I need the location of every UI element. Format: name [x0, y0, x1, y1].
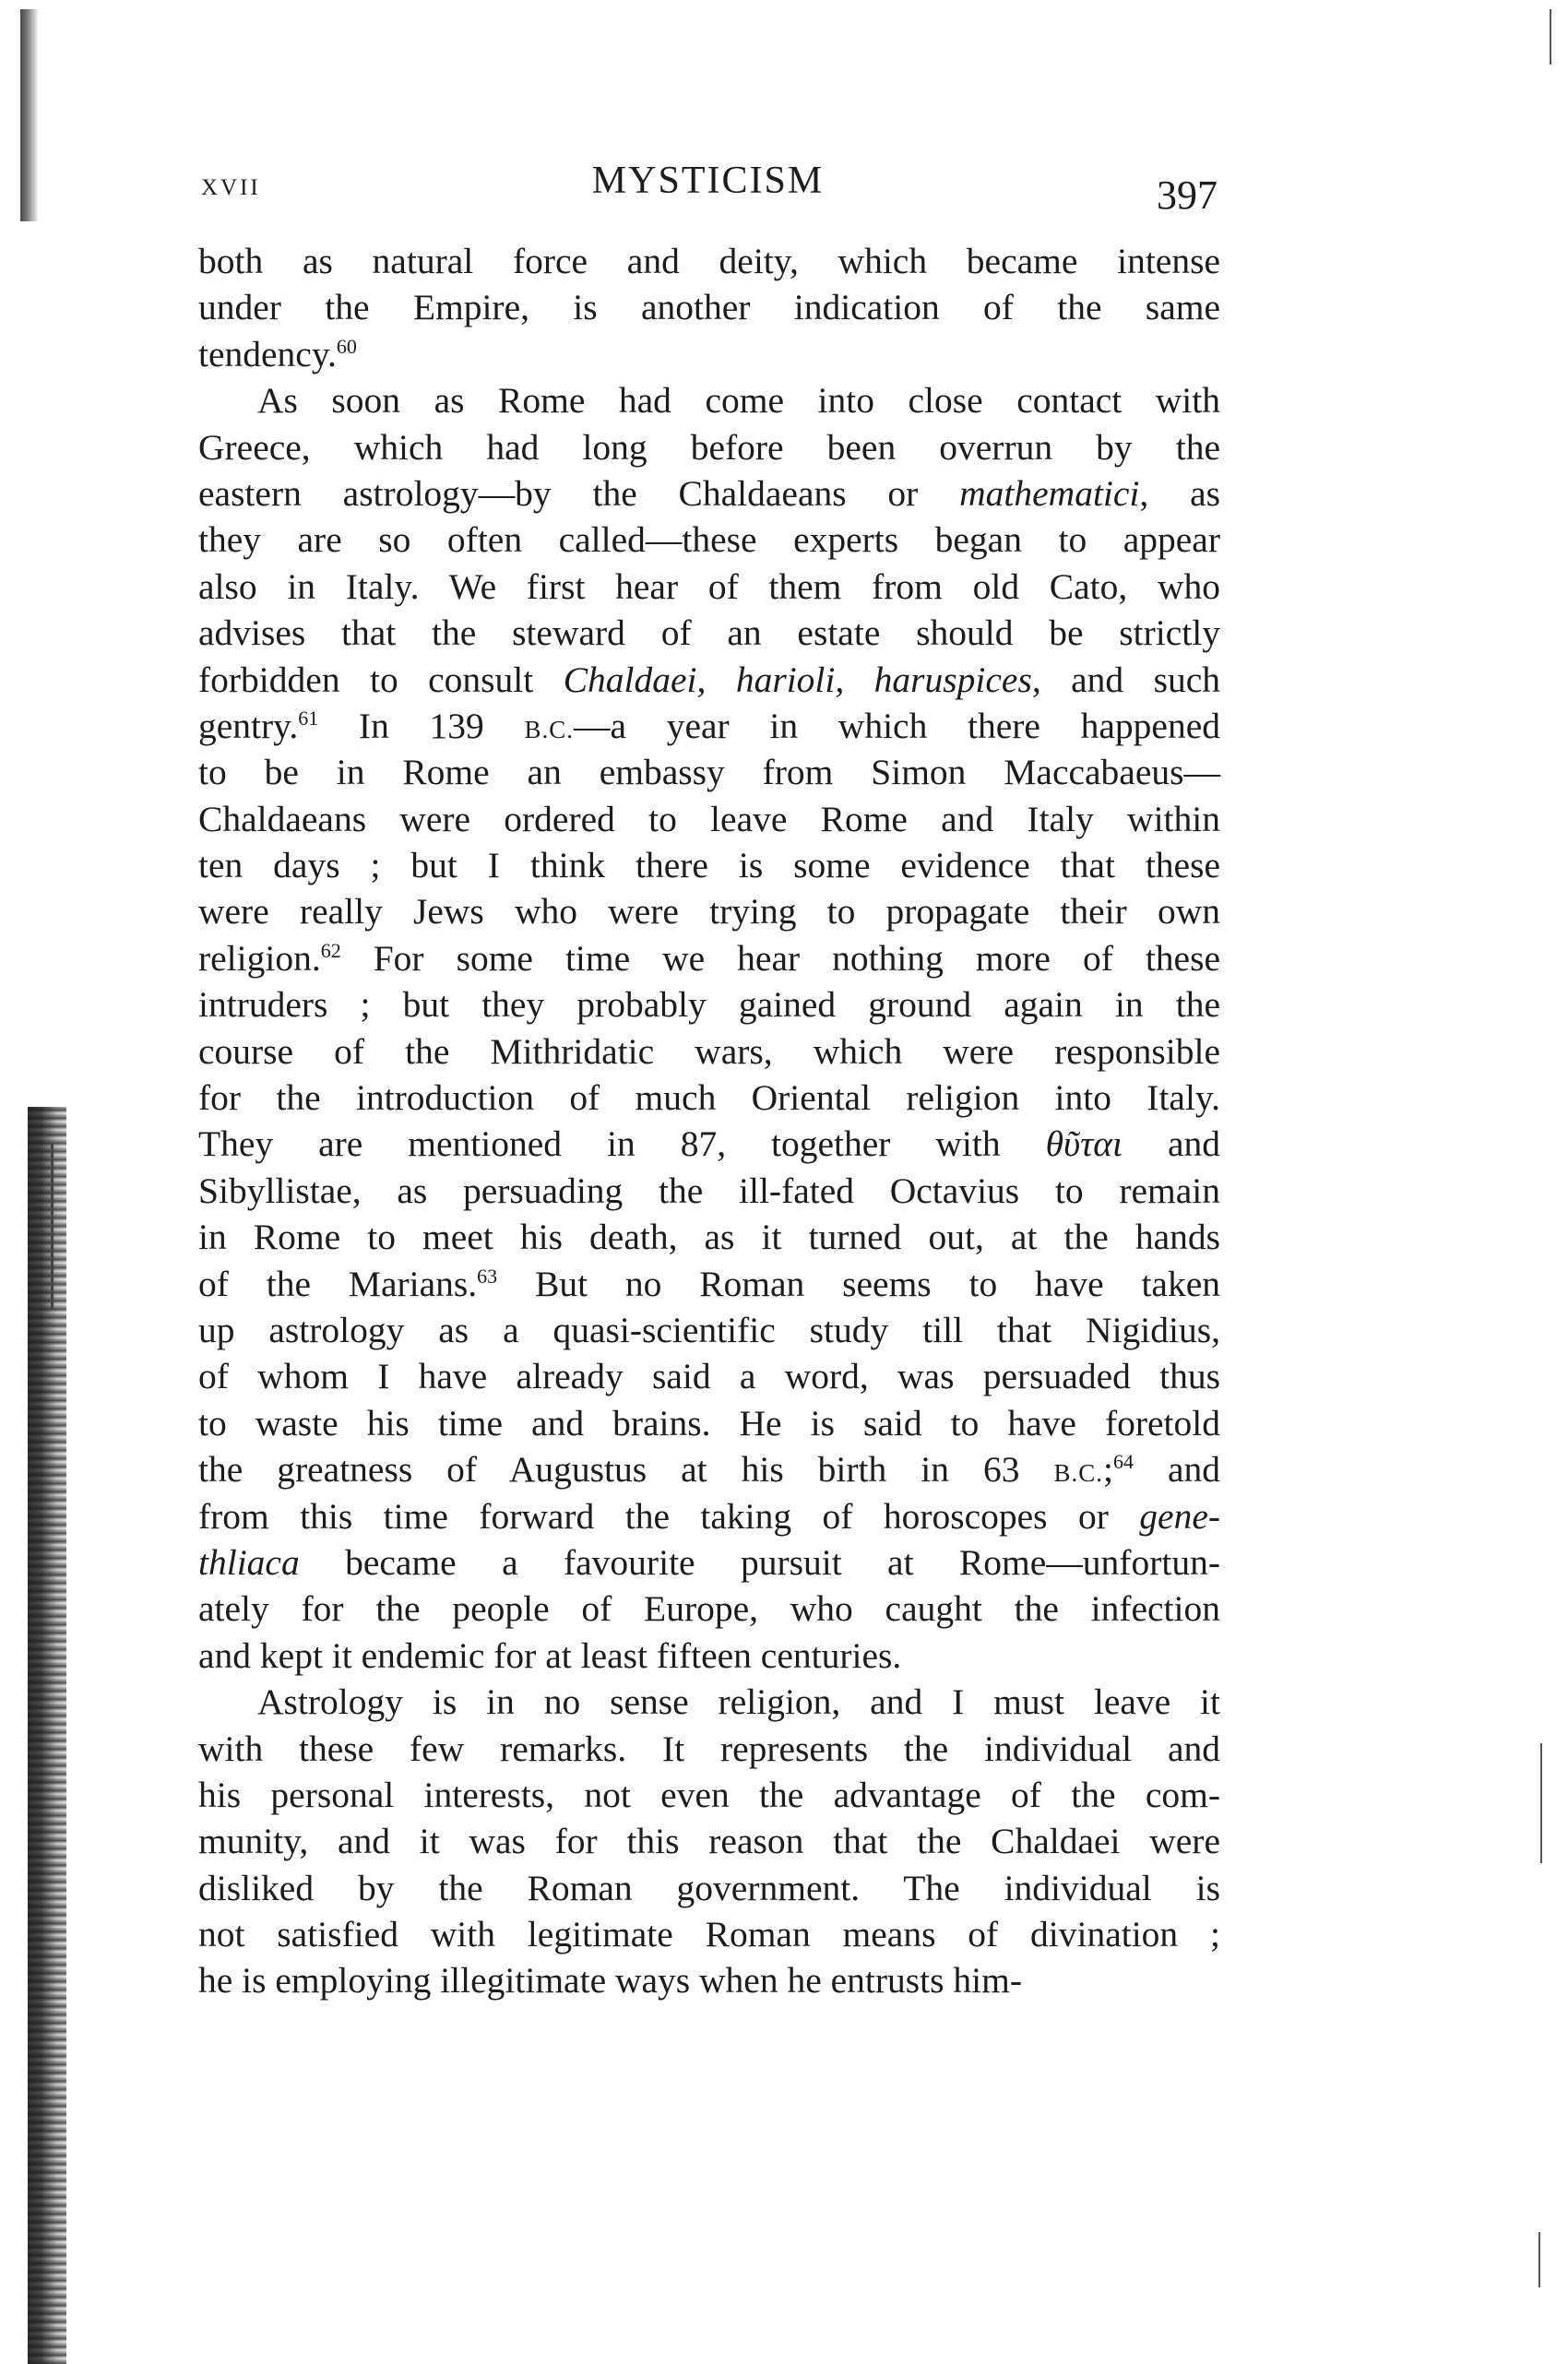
text-line	[198, 564, 1220, 610]
scan-binding-shadow-top	[20, 9, 39, 221]
text-run: , as	[1139, 472, 1220, 514]
text-line	[198, 1865, 1220, 1911]
text-run: of whom I have already said a word, was persuaded thus	[198, 1356, 1220, 1397]
text-line	[198, 1911, 1220, 1957]
text-line	[198, 1957, 1220, 2003]
text-line	[198, 238, 1220, 284]
text-line	[198, 1353, 1220, 1399]
footnote-marker: 61	[298, 706, 319, 730]
text-line	[198, 1726, 1220, 1772]
text-run: under the Empire, is another indication of the same	[198, 287, 1220, 328]
footnote-marker: 60	[336, 334, 357, 358]
running-title: MYSTICISM	[591, 160, 825, 202]
scan-binding-shadow-bottom	[28, 1107, 66, 2364]
text-run: and	[1123, 1123, 1220, 1165]
text-run: religion.	[198, 937, 321, 979]
text-line	[198, 842, 1220, 888]
text-run: for the introduction of much Oriental religion into Italy.	[198, 1077, 1220, 1119]
text-run: they are so often called—these experts began to appear	[198, 519, 1220, 561]
text-run: to be in Rome an embassy from Simon Maccabaeus—	[198, 752, 1220, 793]
text-run: intruders ; but they probably gained ground again in the	[198, 984, 1220, 1026]
text-run: the greatness of Augustus at his birth in 63	[198, 1449, 1054, 1491]
text-run: Sibyllistae, as persuading the ill-fated Octavius to remain	[198, 1170, 1220, 1211]
text-run: In 139	[318, 705, 525, 746]
text-run: tendency.	[198, 333, 337, 374]
text-line	[198, 377, 1220, 423]
text-run: were really Jews who were trying to propagate their own	[198, 891, 1220, 933]
text-run: his personal interests, not even the advantage of the com-	[198, 1774, 1220, 1815]
text-run: course of the Mithridatic wars, which were responsible	[198, 1030, 1220, 1072]
text-run: in Rome to meet his death, as it turned out, at the hands	[198, 1217, 1220, 1258]
text-line	[198, 1214, 1220, 1260]
text-line	[198, 935, 1220, 981]
text-line	[198, 610, 1220, 656]
text-line	[198, 657, 1220, 703]
text-line	[198, 470, 1220, 517]
text-line	[198, 424, 1220, 470]
footnote-marker: 62	[320, 938, 341, 962]
small-caps-run: B.C.	[524, 715, 574, 743]
text-run: with these few remarks. It represents the individual and	[198, 1728, 1220, 1769]
text-run: disliked by the Roman government. The individual is	[198, 1867, 1220, 1908]
text-line	[198, 1075, 1220, 1121]
text-line	[198, 749, 1220, 795]
text-line	[198, 981, 1220, 1028]
text-run: As soon as Rome had come into close contact with	[257, 380, 1220, 422]
scan-binding-line	[51, 1144, 53, 1310]
text-line	[198, 1121, 1220, 1167]
text-run: up astrology as a quasi-scientific study till that Nigidius,	[198, 1309, 1220, 1350]
footnote-marker: 63	[477, 1264, 498, 1288]
text-run: gentry.	[198, 705, 299, 746]
text-line	[198, 1400, 1220, 1446]
text-line	[198, 1168, 1220, 1214]
text-line	[198, 1446, 1220, 1492]
italic-run: mathematici	[959, 472, 1140, 514]
text-line	[198, 1028, 1220, 1075]
text-line	[198, 1261, 1220, 1307]
chapter-number: XVII	[201, 175, 261, 200]
italic-run: Chaldaei, harioli, haruspices	[563, 659, 1032, 700]
text-line	[198, 796, 1220, 842]
text-line	[198, 1633, 1220, 1679]
text-line	[198, 517, 1220, 563]
text-line	[198, 1772, 1220, 1818]
running-header	[198, 159, 1218, 218]
text-run: not satisfied with legitimate Roman means of divination ;	[198, 1914, 1220, 1955]
italic-run: thliaca	[198, 1541, 300, 1583]
text-line	[198, 703, 1220, 749]
text-run: became a favourite pursuit at Rome—unfortun-	[299, 1541, 1220, 1583]
text-run: and kept it endemic for at least fifteen centuries.	[198, 1634, 902, 1676]
text-line	[198, 1493, 1220, 1539]
text-run: They are mentioned in 87, together with	[198, 1123, 1046, 1165]
italic-run: θῦται	[1045, 1123, 1123, 1165]
page-number: 397	[1157, 172, 1218, 218]
text-line	[198, 1586, 1220, 1632]
text-run: he is employing illegitimate ways when he entrusts him-	[198, 1960, 1022, 2002]
text-line	[198, 284, 1220, 330]
text-run: Chaldaeans were ordered to leave Rome and Italy within	[198, 798, 1220, 839]
scan-edge-mark	[1538, 2232, 1540, 2287]
text-line	[198, 1679, 1220, 1725]
text-run: eastern astrology—by the Chaldaeans or	[198, 472, 960, 514]
text-line	[198, 1307, 1220, 1353]
text-run: munity, and it was for this reason that the Chaldaei were	[198, 1821, 1220, 1862]
text-run: Astrology is in no sense religion, and I must leave it	[257, 1681, 1220, 1723]
italic-run: gene-	[1139, 1495, 1220, 1537]
text-run: both as natural force and deity, which became intense	[198, 241, 1220, 281]
text-run: and	[1133, 1449, 1220, 1491]
text-line	[198, 888, 1220, 934]
text-run: of the Marians.	[198, 1263, 478, 1304]
small-caps-run: B.C.	[1053, 1459, 1103, 1488]
text-run: For some time we hear nothing more of these	[340, 937, 1220, 979]
text-line	[198, 1818, 1220, 1864]
text-run: Greece, which had long before been overrun by the	[198, 426, 1220, 468]
text-run: forbidden to consult	[198, 659, 564, 700]
text-run: But no Roman seems to have taken	[497, 1263, 1220, 1304]
text-run: also in Italy. We first hear of them from old Cato, who	[198, 565, 1220, 607]
text-line	[198, 331, 1220, 377]
scan-edge-mark	[1550, 9, 1551, 65]
text-line	[198, 1539, 1220, 1586]
text-run: to waste his time and brains. He is said to have foretold	[198, 1402, 1220, 1443]
text-run: ten days ; but I think there is some evidence that these	[198, 845, 1220, 886]
text-run: —a year in which there happened	[574, 705, 1221, 746]
text-run: ately for the people of Europe, who caught the infection	[198, 1588, 1220, 1630]
text-run: ;	[1102, 1449, 1113, 1491]
text-run: , and such	[1031, 659, 1220, 700]
scan-edge-mark	[1540, 1743, 1542, 1863]
text-run: from this time forward the taking of horoscopes or	[198, 1495, 1140, 1537]
text-run: advises that the steward of an estate should be strictly	[198, 612, 1220, 654]
footnote-marker: 64	[1112, 1450, 1134, 1474]
body-text	[198, 238, 1220, 2004]
